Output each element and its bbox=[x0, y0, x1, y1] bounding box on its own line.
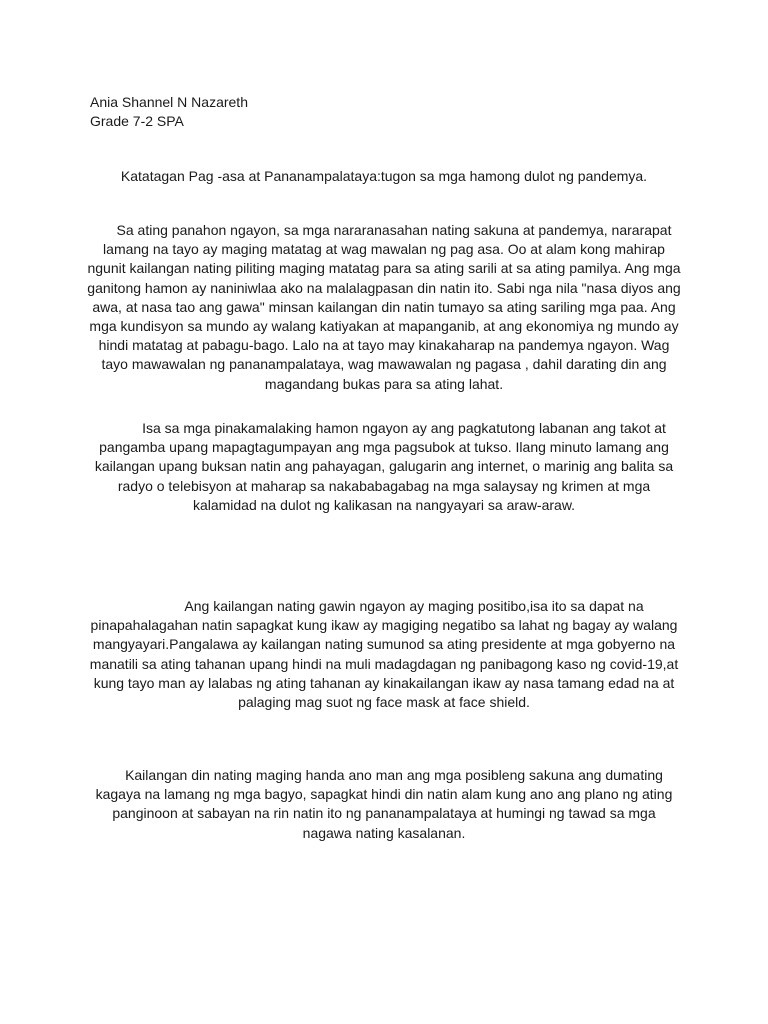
paragraph-line: Sa ating panahon ngayon, sa mga nararanasahan nating sakuna at pandemya, nararapat bbox=[116, 222, 672, 238]
paragraph-line: awa, at nasa tao ang gawa" minsan kailangan din natin tumayo sa ating sariling mga paa. Ang bbox=[92, 298, 676, 315]
paragraph-line: panginoon at sabayan na rin natin ito ng pananampalataya at humingi ng tawad sa mga bbox=[112, 805, 656, 822]
paragraph-line: tayo mawawalan ng pananampalataya, wag mawawalan ng pagasa , dahil darating din ang bbox=[101, 356, 667, 373]
paragraph-line: kailangan upang buksan natin ang pahayagan, galugarin ang internet, o marinig ang balita sa bbox=[94, 458, 674, 475]
paragraph-line: kalamidad na dulot ng kalikasan na nangyayari sa araw-araw. bbox=[192, 496, 576, 513]
paragraph-line: nagawa nating kasalanan. bbox=[302, 824, 466, 841]
essay-title: Katatagan Pag -asa at Pananampalataya:tugon sa mga hamong dulot ng pandemya. bbox=[120, 168, 648, 184]
paragraph-line: ganitong hamon ay naniniwlaa ako na malalagpasan din natin ito. Sabi nga nila "nasa diyos ang bbox=[87, 279, 681, 296]
paragraph-line: radyo o telebisyon at maharap sa nakababagabag na mga salaysay ng krimen at mga bbox=[117, 477, 651, 494]
essay-paragraph-1 bbox=[80, 221, 688, 394]
paragraph-line: Kailangan din nating maging handa ano man ang mga posibleng sakuna ang dumating bbox=[125, 767, 663, 783]
paragraph-line: lamang na tayo ay maging matatag at wag mawalan ng pag asa. Oo at alam kong mahirap bbox=[103, 241, 665, 258]
paragraph-line: pinapahalagahan natin sapagkat kung ikaw ay magiging negatibo sa lahat ng bagay ay walang bbox=[90, 617, 678, 634]
paragraph-line: palaging mag suot ng face mask at face shield. bbox=[238, 694, 530, 711]
paragraph-line: Isa sa mga pinakamalaking hamon ngayon ay ang pagkatutong labanan ang takot at bbox=[142, 420, 666, 436]
paragraph-line: ngunit kailangan nating piliting maging matatag para sa ating sarili at sa ating pamilya. Ang mga bbox=[87, 260, 681, 277]
paragraph-line: mangyayari.Pangalawa ay kailangan nating sumunod sa ating presidente at mga gobyerno na bbox=[92, 636, 676, 653]
grade-section: Grade 7-2 SPA bbox=[90, 113, 184, 129]
paragraph-line: hindi matatag at pabagu-bago. Lalo na at tayo may kinakaharap na pandemya ngayon. Wag bbox=[98, 337, 670, 354]
paragraph-line: kung tayo man ay lalabas ng ating tahanan ay kinakailangan ikaw ay nasa tamang edad na at bbox=[93, 674, 675, 691]
essay-paragraph-3 bbox=[80, 597, 688, 712]
paragraph-line: mga kundisyon sa mundo ay walang katiyakan at mapanganib, at ang ekonomiya ng mundo ay bbox=[89, 318, 679, 335]
author-name: Ania Shannel N Nazareth bbox=[90, 94, 248, 110]
paragraph-line: manatili sa ating tahanan upang hindi na muli madagdagan ng panibagong kaso ng covid-19,at bbox=[89, 655, 679, 672]
essay-paragraph-4 bbox=[80, 766, 688, 843]
paragraph-line: pangamba upang mapagtagumpayan ang mga pagsubok at tukso. Ilang minuto lamang ang bbox=[99, 439, 669, 456]
paragraph-line: Ang kailangan nating gawin ngayon ay maging positibo,isa ito sa dapat na bbox=[184, 598, 644, 614]
paragraph-line: magandang bukas para sa ating lahat. bbox=[264, 375, 504, 392]
paragraph-line: kagaya na lamang ng mga bagyo, sapagkat hindi din natin alam kung ano ang plano ng ating bbox=[95, 786, 673, 803]
essay-paragraph-2 bbox=[80, 419, 688, 515]
